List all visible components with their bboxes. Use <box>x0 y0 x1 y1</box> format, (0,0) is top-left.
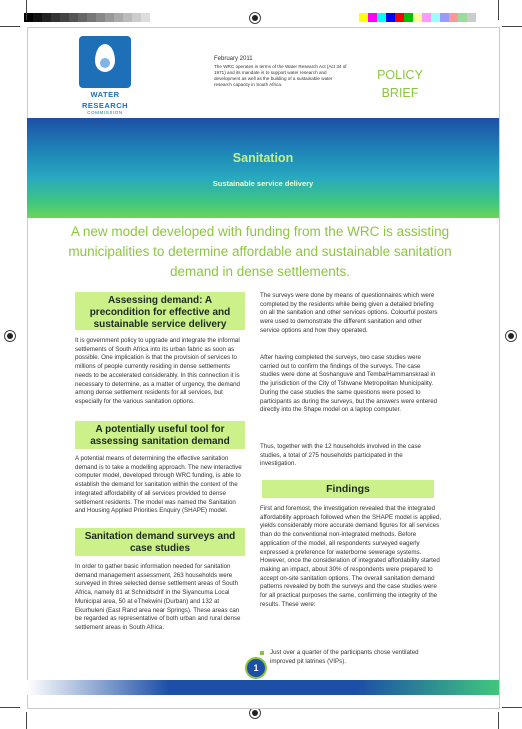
right-paragraph-2: After having completed the surveys, two case studies were carried out to confirm the findings of the surveys. The case studies were done at Soshanguve and Temba/Hammanskraal in the jurisdiction of the City of Tshwane Metropolitan Municipality. During the case studies the same questions were posed to participants as during the surveys, but the answers were entered directly into the Shape model on a laptop computer. <box>260 354 438 414</box>
water-drop-icon <box>79 36 131 88</box>
section-heading-surveys: Sanitation demand surveys and case studies <box>75 528 245 556</box>
section-heading-assessing: Assessing demand: A precondition for effective and sustainable service delivery <box>75 292 245 330</box>
findings-bullet-text: Just over a quarter of the participants chose ventilated improved pit latrines (VIPs). <box>270 649 419 665</box>
section-heading-findings: Findings <box>262 480 434 498</box>
section-body-findings: First and foremost, the investigation revealed that the integrated affordability approach followed when the SHAPE model is applied, yields considerably more accurate demand figures for all services than do the conventional non-integrated methods. Before application of the model, all respondents surveyed eagerly expressed a preference for waterborne sewerage systems. However, once the consideration of integrated affordability started making an impact, about 30% of respondents were prepared to accept on-site sanitation options. The overall sanitation demand patterns revealed by both the surveys and the case studies were for all practical purposes the same, confirming the integrity of the results. These were: <box>260 505 442 608</box>
section-body-surveys: In order to gather basic information needed for sanitation demand management assessment, 263 households were surveyed in three selected dense settlement areas of South Africa, namely 81 at Schnidtsdrif in the Siyancuma Local Municipal area, 50 at eThekwini (Durban) and 132 at Ekurhuleni (East Rand area near Springs). These areas can be regarded as representative of both urban and rural dense settlement areas in South Africa. <box>75 563 241 631</box>
intro-date: February 2011 <box>214 56 253 62</box>
logo-line-research: RESEARCH <box>81 101 129 110</box>
intro-block <box>214 56 350 88</box>
registration-mark-left <box>4 330 16 342</box>
section-body-tool: A potential means of determining the effective sanitation demand is to take a modelling approach. The new interactive computer model, developed through WRC funding, is able to establish the demand for sanitation within the context of the integrated affordability of all services provided to dense settlement residents. The model was named the Sanitation and Housing Applied Priorities Enquiry (SHAPE) model. <box>75 455 242 515</box>
findings-bullet-item <box>260 649 444 666</box>
section-body-assessing: It is government policy to upgrade and integrate the informal settlements of South Africa into its urban fabric as soon as possible. One implication is that the provision of services to millions of people currently residing in dense settlements needs to be accelerated considerably. In this connection it is necessary to determine, as a matter of urgency, the demand among dense settlement residents for all services, but especially for the various sanitation options. <box>75 337 240 405</box>
banner-title: Sanitation <box>232 151 294 165</box>
right-paragraph-1: The surveys were done by means of questionnaires which were completed by the residents while being given a detailed briefing on all the sanitation and other services options. Colourful posters were used to demonstrate the different sanitation and other service options and how they operated. <box>260 292 438 334</box>
policy-brief-label <box>370 66 430 102</box>
page-number: 1 <box>245 657 267 679</box>
logo-line-commission: COMMISSION <box>87 110 123 115</box>
intro-text: The WRC operates in terms of the Water Research Act (Act 34 of 1971) and its mandate is to support water research and development as well as the building of a sustainable water research capacity in South Africa. <box>214 64 347 87</box>
footer-band <box>27 680 499 695</box>
section-heading-tool: A potentially useful tool for assessing sanitation demand <box>75 421 245 449</box>
title-banner <box>27 118 499 218</box>
registration-mark-top <box>249 12 261 24</box>
wrc-logo <box>76 36 134 115</box>
right-paragraph-3: Thus, together with the 12 households involved in the case studies, a total of 275 households participated in the investigation. <box>260 443 421 468</box>
policy-label-line1: POLICY <box>377 68 423 82</box>
policy-label-line2: BRIEF <box>381 86 419 100</box>
banner-subtitle: Sustainable service delivery <box>212 179 314 188</box>
logo-line-water: WATER <box>90 90 120 99</box>
bullet-square-icon <box>260 651 264 655</box>
page-headline: A new model developed with funding from the WRC is assisting municipalities to determine affordable and sustainable sanitation demand in dense settlements. <box>68 224 452 279</box>
registration-mark-right <box>505 330 517 342</box>
